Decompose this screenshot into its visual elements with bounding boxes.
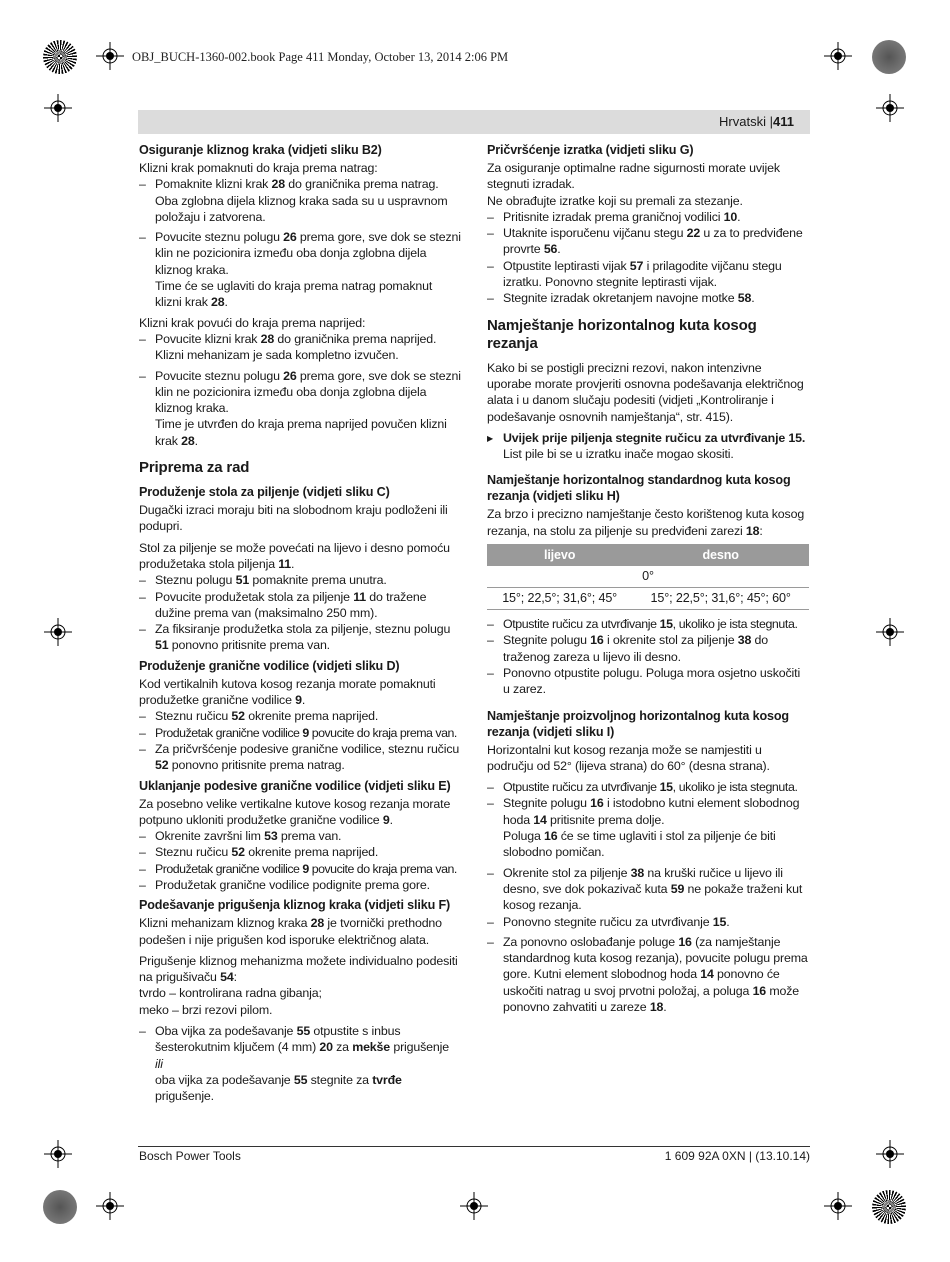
chapter-heading: Namještanje horizontalnog kuta kosog rezanja (487, 316, 757, 352)
list-item: – Otpustite ručicu za utvrđivanje 15, ukoliko je ista stegnuta. (487, 616, 809, 632)
bullet-list (139, 572, 461, 653)
list-item: – Okrenite završni lim 53 prema van. (139, 828, 461, 844)
right-column (487, 142, 809, 1019)
bullet-list (139, 331, 461, 449)
registration-crosshair-icon (824, 42, 852, 70)
paragraph: Prigušenje kliznog mehanizma možete individualno podesiti na prigušivaču 54: tvrdo – kontrolirana radna gibanja; meko – brzi rezovi pilom. (139, 953, 458, 1017)
registration-crosshair-icon (44, 618, 72, 646)
paragraph: Kod vertikalnih kutova kosog rezanja morate pomaknuti produžetke granične vodilice 9. (139, 676, 436, 708)
list-item: – Ponovno otpustite polugu. Poluga mora osjetno uskočiti u zarez. (487, 665, 809, 698)
footer-doc-number: 1 609 92A 0XN | (13.10.14) (664, 1149, 810, 1163)
list-item: – Pomaknite klizni krak 28 do graničnika prema natrag. Oba zglobna dijela kliznog kraka sada su u uspravnom položaju i zatvorena. (139, 176, 461, 225)
bullet-list (487, 779, 809, 1015)
warning-list (487, 430, 809, 463)
paragraph: Klizni mehanizam kliznog kraka 28 je tvornički prethodno podešen i nije prigušen kod isporuke električnog alata. (139, 916, 442, 947)
list-item: – Za ponovno oslobađanje poluge 16 (za namještanje standardnog kuta kosog rezanja), povucite polugu prema gore. Kutni element slobodnog hoda 14 ponovno će uskočiti natrag u svoj prvotni položaj, a poluga 16 može ponovno zahvatiti u zareze 18. (487, 934, 809, 1015)
paragraph: Klizni krak povući do kraja prema naprijed: (139, 315, 366, 330)
section-title: Namještanje proizvoljnog horizontalnog kuta kosog rezanja (vidjeti sliku I) (487, 708, 789, 739)
chapter-heading: Priprema za rad (139, 459, 250, 477)
list-item: – Za fiksiranje produžetka stola za piljenje, steznu polugu 51 ponovno pritisnite prema van. (139, 621, 461, 654)
warning-item: ▶ Uvijek prije piljenja stegnite ručicu za utvrđivanje 15. List pile bi se u izratku inače mogao skositi. (487, 430, 809, 463)
list-item: – Za pričvršćenje podesive granične vodilice, steznu ručicu 52 ponovno pritisnite prema natrag. (139, 741, 461, 774)
registration-crosshair-icon (824, 1192, 852, 1220)
list-item: – Steznu polugu 51 pomaknite prema unutra. (139, 572, 461, 588)
list-item: – Povucite produžetak stola za piljenje 11 do tražene dužine prema van (maksimalno 250 mm). (139, 589, 461, 622)
paragraph: Stol za piljenje se može povećati na lijevo i desno pomoću produžetaka stola piljenja 11. (139, 540, 450, 571)
left-column (139, 142, 461, 1109)
list-item: – Povucite klizni krak 28 do graničnika prema naprijed. Klizni mehanizam je sada kompletno izvučen. (139, 331, 461, 364)
angle-table (487, 544, 809, 610)
printer-rosette-icon (43, 1190, 77, 1224)
list-item: – Stegnite izradak okretanjem navojne motke 58. (487, 290, 809, 306)
list-item: – Produžetak granične vodilice 9 povucite do kraja prema van. (139, 725, 461, 741)
list-item: – Stegnite polugu 16 i okrenite stol za piljenje 38 do traženog zareza u lijevo ili desno. (487, 632, 809, 665)
list-item: – Stegnite polugu 16 i istodobno kutni element slobodnog hoda 14 pritisnite prema dolje. Poluga 16 će se time uglaviti i stol za piljenje će biti slobodno pomičan. (487, 795, 809, 860)
bullet-list (139, 1023, 461, 1104)
bullet-list (139, 708, 461, 773)
header-separator: | (769, 114, 774, 129)
section-title: Produženje stola za piljenje (vidjeti sliku C) (139, 485, 390, 500)
paragraph: Dugački izraci moraju biti na slobodnom kraju podloženi ili podupri. (139, 503, 448, 534)
table-cell-center: 0° (487, 566, 809, 588)
list-item: – Ponovno stegnite ručicu za utvrđivanje 15. (487, 914, 809, 930)
section-title: Podešavanje prigušenja kliznog kraka (vidjeti sliku F) (139, 898, 451, 913)
list-item: – Pritisnite izradak prema graničnoj vodilici 10. (487, 209, 809, 225)
list-item: – Utaknite isporučenu vijčanu stegu 22 u za to predviđene provrte 56. (487, 225, 809, 258)
table-header-left: lijevo (487, 544, 632, 566)
table-cell-left: 15°; 22,5°; 31,6°; 45° (487, 588, 632, 610)
paragraph: Kako bi se postigli precizni rezovi, nakon intenzivne uporabe morate provjeriti osnovna podešavanja električnog alata i u danom slučaju podesiti (vidjeti „Kontroliranje i podešavanje osnovnih namještanja“, str. 415). (487, 360, 804, 424)
registration-crosshair-icon (96, 1192, 124, 1220)
list-item: – Steznu ručicu 52 okrenite prema naprijed. (139, 844, 461, 860)
printer-rosette-icon (872, 40, 906, 74)
registration-crosshair-icon (460, 1192, 488, 1220)
list-item: – Povucite steznu polugu 26 prema gore, sve dok se stezni klin ne pozicionira između oba donja zglobna dijela kliznog kraka. Time je utvrđen do kraja prema naprijed povučen klizni krak 28. (139, 368, 461, 449)
registration-crosshair-icon (96, 42, 124, 70)
printer-rosette-icon (872, 1190, 906, 1224)
registration-crosshair-icon (876, 1140, 904, 1168)
section-title: Osiguranje kliznog kraka (vidjeti sliku B2) (139, 143, 382, 157)
header-language: Hrvatski (719, 114, 766, 129)
footer-brand: Bosch Power Tools (139, 1149, 241, 1163)
footer-rule (138, 1146, 810, 1147)
registration-crosshair-icon (876, 94, 904, 122)
section-title: Produženje granične vodilice (vidjeti sliku D) (139, 658, 400, 673)
page-number: 411 (773, 114, 794, 129)
paragraph: Horizontalni kut kosog rezanja može se namjestiti u području od 52° (lijeva strana) do 60° (desna strana). (487, 742, 770, 773)
registration-crosshair-icon (876, 618, 904, 646)
printer-rosette-icon (43, 40, 77, 74)
bullet-list (139, 176, 461, 310)
paragraph: Za osiguranje optimalne radne sigurnosti morate uvijek stegnuti izradak. Ne obrađujte izratke koji su premali za stezanje. (487, 161, 780, 208)
printer-slug-line: OBJ_BUCH-1360-002.book Page 411 Monday, October 13, 2014 2:06 PM (132, 50, 509, 64)
table-cell-right: 15°; 22,5°; 31,6°; 45°; 60° (632, 588, 809, 610)
list-item: – Otpustite ručicu za utvrđivanje 15, ukoliko je ista stegnuta. (487, 779, 809, 795)
list-item: – Povucite steznu polugu 26 prema gore, sve dok se stezni klin ne pozicionira između oba donja zglobna dijela kliznog kraka. Time će se uglaviti do kraja prema natrag pomaknut klizni krak 28. (139, 229, 461, 310)
header-label (719, 110, 810, 134)
section-title: Pričvršćenje izratka (vidjeti sliku G) (487, 143, 694, 157)
running-header (138, 110, 810, 134)
registration-crosshair-icon (44, 1140, 72, 1168)
paragraph: Klizni krak pomaknuti do kraja prema natrag: (139, 161, 378, 175)
list-item: – Steznu ručicu 52 okrenite prema naprijed. (139, 708, 461, 724)
bullet-list (487, 209, 809, 307)
section-title: Namještanje horizontalnog standardnog kuta kosog rezanja (vidjeti sliku H) (487, 473, 791, 504)
section-title: Uklanjanje podesive granične vodilice (vidjeti sliku E) (139, 778, 451, 793)
list-item: – Otpustite leptirasti vijak 57 i prilagodite vijčanu stegu izratku. Ponovno stegnite leptirasti vijak. (487, 258, 809, 291)
paragraph: Za posebno velike vertikalne kutove kosog rezanja morate potpuno ukloniti produžetke granične vodilice 9. (139, 796, 451, 827)
list-item: – Produžetak granične vodilice 9 povucite do kraja prema van. (139, 861, 461, 877)
registration-crosshair-icon (44, 94, 72, 122)
list-item: – Oba vijka za podešavanje 55 otpustite s inbus šesterokutnim ključem (4 mm) 20 za mekše prigušenje ili oba vijka za podešavanje 55 stegnite za tvrđe prigušenje. (139, 1023, 461, 1104)
bullet-list (487, 616, 809, 697)
bullet-list (139, 828, 461, 893)
list-item: – Okrenite stol za piljenje 38 na kruški ručice u lijevo ili desno, sve dok pokazivač kuta 59 ne pokaže traženi kut kosog rezanja. (487, 865, 809, 914)
list-item: – Produžetak granične vodilice podignite prema gore. (139, 877, 461, 893)
paragraph: Za brzo i precizno namještanje često korištenog kuta kosog rezanja, na stolu za piljenje su predviđeni zarezi 18: (487, 507, 805, 538)
table-header-right: desno (632, 544, 809, 566)
